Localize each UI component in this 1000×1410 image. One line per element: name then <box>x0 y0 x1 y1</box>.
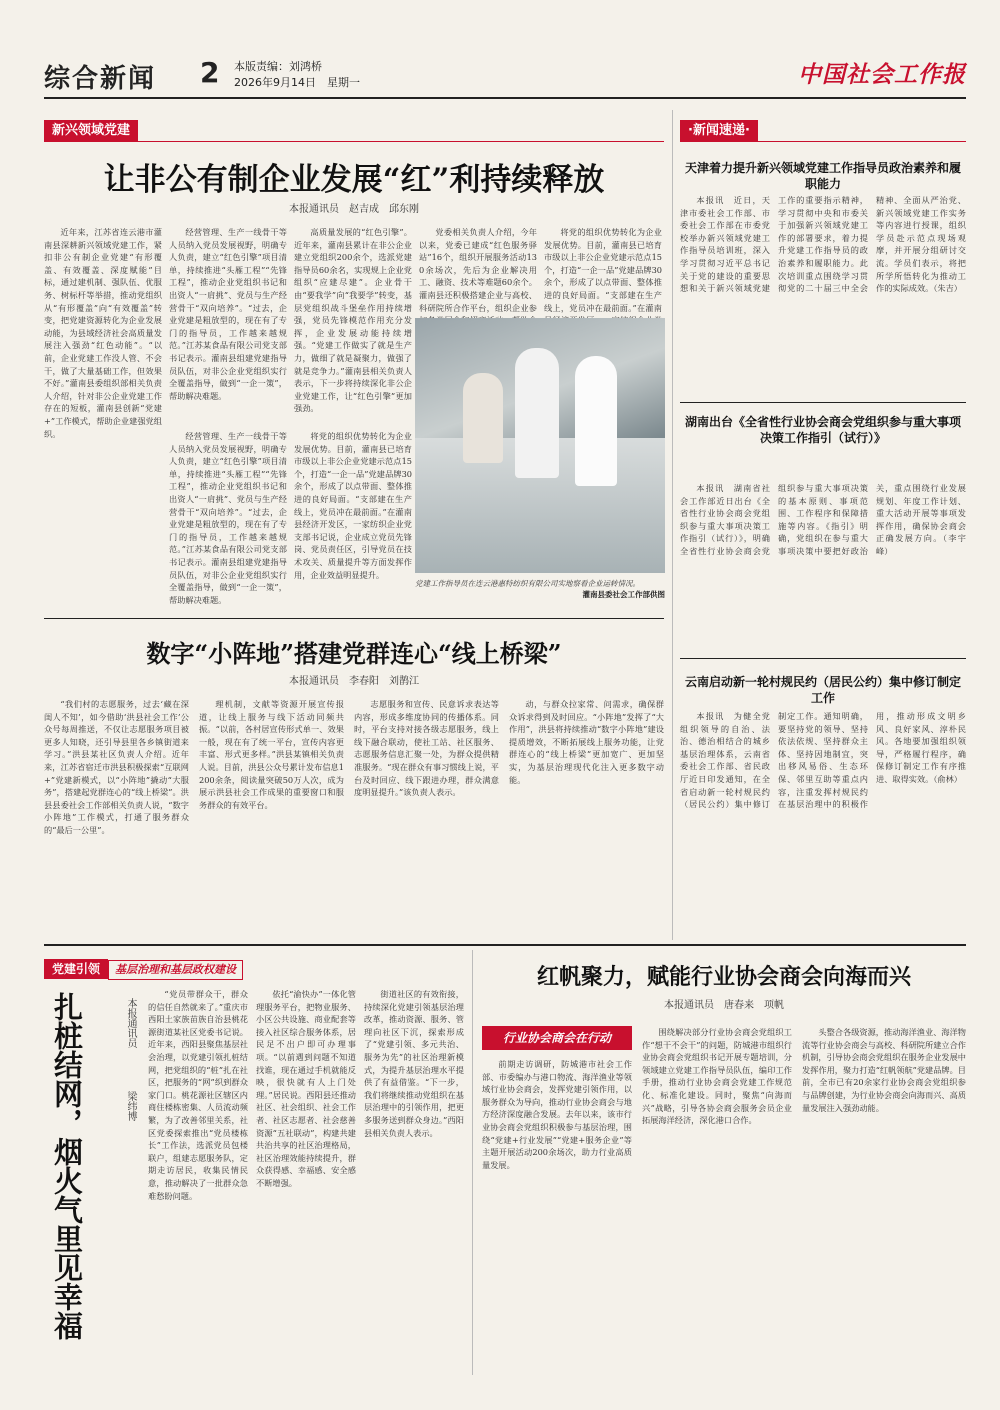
byline: 本报通讯员 唐春来 项帆 <box>664 1000 784 1011</box>
tag-secondary: 基层治理和基层政权建设 <box>108 960 243 980</box>
brief-body: 本报讯 湖南省社会工作部近日出台《全省性行业协会商会党组织参与重大事项决策工作指引（试行）》，明确全省性行业协会商会党组织参与重大事项决策的基本原则、事项范围、工作程序和保障措施等内容。《指引》明确，党组织在参与重大事项决策中要把好政治关，重点围绕行业发展规划、年度工作计划、重大活动开展等事项发挥作用，确保协会商会正确发展方向。（李宇峰） <box>680 483 966 556</box>
article-column: 党委相关负责人介绍，今年以来，党委已建成“红色服务驿站”16个，组织开展服务活动130余场次，先后为企业解决用工、融资、技术等难题60余个。灌南县还积极搭建企业与高校、科研院所合作平台，组织企业参 <box>419 227 537 313</box>
brief-body: 本报讯 近日，天津市委社会工作部、市委社会工作部在市委党校举办新兴领域党建工作指导员培训班，深入学习贯彻习近平总书记关于党的建设的重要思想和关于新兴领域党建工作的重要指示精神，学习贯彻中央和市委关于加强新兴领域党建工作的部署要求，着力提升党建工作指导员的政治素养和履职能力。此次培训重点围绕学习贯彻党的二十届三中全会精神、全面从严治党、新兴领域党建工作实务等内容进行授课，组织学员赴示范点现场观摩，并开展分组研讨交流。学员们表示，将把所学所悟转化为推动工作的实际成效。（朱吉） <box>680 195 966 294</box>
article-column: “党员带群众干，群众的信任自然就来了。”重庆市西阳土家族苗族自治县桃花源街道某社区党委书记说。近年来，西阳县聚焦基层社会治理，以党建引领扎桩结网，把党组织的“桩”扎在社区，把服务的“网”织到群众家门口。桃花源社区辖区内商住楼栋密集、人员流动频繁，为了改善邻里关系，社区党委探索推出“党员楼栋长”工作法，选派党员包楼联户，组建志愿服务队，定期走访居民，收集民情民意，推动解决了一批群众急难愁盼问题。 <box>148 989 248 1201</box>
divider <box>44 618 664 619</box>
section-divider <box>44 944 966 946</box>
briefs-rule <box>680 141 966 142</box>
byline-name: 梁纬博 <box>125 1091 136 1122</box>
brief-title: 湖南出台《全省性行业协会商会党组织参与重大事项决策工作指引（试行）》 <box>684 415 961 445</box>
article-column: 经营管理、生产一线骨干等人员纳入党员发展视野，明确专人负责，建立“红色引擎”项目清单，持续推进“头雁工程”“先锋工程”，推动企业党组织书记和出资人“一肩挑”、党员与生产经营骨干“双向培养”。“过去，企业党建是粗放型的，现在有了专门的指导员，工作越来越规范。”江苏某食品有限公司党支部书记表示。灌南县组建党建指导员队伍，对非公企业党组织实行全覆盖指导，做到“一企一策”，帮助解决难题。 <box>169 431 287 605</box>
governance-tag <box>44 958 243 978</box>
photo-caption <box>415 578 665 606</box>
masthead <box>44 54 966 94</box>
article-column: 动，与群众拉家常、问需求，确保群众诉求得到及时回应。“小阵地”发挥了“大作用”，洪县将持续推动“数字小阵地”建设提质增效，不断拓展线上服务功能，让党群连心的“线上桥梁”更加宽广、更加坚实，为基层治理现代化注入更多数字动能。 <box>509 699 664 785</box>
photo-person <box>463 373 503 463</box>
article-column: “我们村的志愿服务，过去‘藏在深闺人不知’，如今借助‘洪县社会工作’公众号每周推送，不仅让志愿服务项目被更多人知晓，还引导县里各乡镇街道来学习。”洪县某社区负责人介绍。近年来，江苏省宿迁市洪县积极探索“互联网+”党建新模式，以“小阵地”撬动“大服务”，搭建起党群连心的“线上桥梁”。洪县县委社会工作部相关负责人说，“数字小阵地”工作模式，打通了服务群众的“最后一公里”。 <box>44 699 189 835</box>
article-digital-position <box>44 622 664 942</box>
article-column: 头整合各级资源，推动海洋渔业、海洋物流等行业协会商会与高校、科研院所建立合作机制，引导协会商会党组织在服务企业发展中发挥作用，聚力打造“红帆领航”党建品牌。目前，全市已有20余家行业协会商会党组织参与品牌创建，为行业协会商会向海而兴、高质量发展注入强劲动能。 <box>802 1027 966 1113</box>
article-column: 高质量发展的“红色引擎”。近年来，灌南县累计在非公企业建立党组织200余个，选派党建指导员60余名，实现规上企业党组织“应建尽建”。企业骨干由“要我学”向“我要学”转变，基层党组织战斗堡垒作用持续增强，党员先锋模范作用充分发挥，企业发展动能持续增强。“党建工作做实了就是生产力，做细了就是凝聚力，做强了就是竞争力。”灌南县相关负责人表示，下一步将持续深化非公企业党建工作，让“红色引擎”更加强劲。 <box>294 227 412 414</box>
headline: 数字“小阵地”搭建党群连心“线上桥梁” <box>146 639 562 668</box>
column-divider <box>472 950 473 1375</box>
brief-title: 云南启动新一轮村规民约（居民公约）集中修订制定工作 <box>684 675 961 705</box>
brief-title: 天津着力提升新兴领域党建工作指导员政治素养和履职能力 <box>684 161 961 191</box>
article-column: 将党的组织优势转化为企业发展优势。目前，灌南县已培育市级以上非公企业党建示范点15个，打造“一企一品”党建品牌30余个，形成了以点带面、整体推进的良好局面。“支部建在生产线上，党员冲在最前面。”在灌南县经济开发区，一家纺织企业党支部书记说，企业成立党员先锋岗、党员责任区，引导党员在技术攻关、质量提升等方面发挥作用，企业效益明显提升。 <box>294 431 412 580</box>
byline: 本报通讯员 赵吉成 邱东刚 <box>289 204 419 215</box>
brief-body: 本报讯 为健全党组织领导的自治、法治、德治相结合的城乡基层治理体系，云南省委社会工作部、省民政厅近日印发通知，在全省启动新一轮村规民约（居民公约）集中修订制定工作。通知明确，要坚持党的领导、坚持依法依规、坚持群众主体、坚持因地制宜，突出移风易俗、生态环保、邻里互助等重点内容，注重发挥村规民约在基层治理中的积极作用，推动形成文明乡风、良好家风、淳朴民风。各地要加强组织领导，严格履行程序，确保修订制定工作有序推进、取得实效。（俞林） <box>680 711 966 810</box>
divider <box>680 402 966 403</box>
headline: 红帆聚力，赋能行业协会商会向海而兴 <box>536 964 911 990</box>
issue-date: 2026年9月14日 星期一 <box>234 76 360 89</box>
article-column: 围绕解决部分行业协会商会党组织工作“想干不会干”的问题，防城港市组织行业协会商会党组织书记开展专题培训，分领域建立党建工作指导员队伍，编印工作手册，推动行业协会商会党建工作规范化、标准化建设。同时，聚焦“向海而兴”战略，引导各协会商会服务会员企业拓展海洋经济，深化港口合作。 <box>642 1027 792 1126</box>
article-column: 街道社区的有效衔接，持续深化党建引领基层治理改革，推动资源、服务、管理向社区下沉，探索形成了“党建引领、多元共治、服务为先”的社区治理新模式，为提升基层治理水平提供了有益借鉴。“下一步，我们将继续推动党组织在基层治理中的引领作用，把更多服务送到群众身边。”西阳县相关负责人表示。 <box>364 989 464 1138</box>
masthead-rule <box>44 97 966 99</box>
photo-person <box>575 356 617 486</box>
vertical-headline: 扎桩结网，烟火气里见幸福 <box>50 992 84 1340</box>
article-column: 理机制，文献等资源开展宣传报道，让线上服务与线下活动同频共振。“以前，各村居宣传形式单一、效果一般，现在有了统一平台，宣传内容更丰富、形式更多样。”洪县某镇相关负责人说。目前，洪县公众号累计发布信息1200余条，阅读量突破50万人次，成为展示洪县社会工作成果的重要窗口和服务群众的有效平台。 <box>199 699 344 810</box>
section-name: 综合新闻 <box>44 64 157 94</box>
headline: 让非公有制企业发展“红”利持续释放 <box>103 162 605 198</box>
news-photo <box>415 318 665 573</box>
tag-rule <box>44 141 664 142</box>
photo-credit: 灌南县委社会工作部供图 <box>582 590 665 599</box>
column-divider <box>672 110 673 940</box>
tag-primary: 党建引领 <box>44 959 108 979</box>
caption-text: 党建工作指导员在连云港惠特纺织有限公司实地察看企业运转情况。 <box>415 579 640 588</box>
briefs-tag: ·新闻速递· <box>680 120 758 142</box>
divider <box>680 658 966 659</box>
byline-label: 本报通讯员 <box>125 998 136 1048</box>
article-column: 将党的组织优势转化为企业发展优势。目前，灌南县已培育市级以上非公企业党建示范点15个，打造“一企一品”党建品牌30余个，形成了以点带面、整体推进的良好局面。“支部建在生产线上，党员冲在最前面。”在灌南 <box>544 227 662 313</box>
article-column: 志愿服务和宣传、民意诉求表达等内容，形成多维度协同的传播体系。同时，平台支持对接各级志愿服务，线上线下融合联动，使社工站、社区服务、志愿服务信息汇聚一处，为群众提供精准服务。“现在群众有事习惯线上说，平台及时回应、线下跟进办理，群众满意度明显提升。”该负责人表示。 <box>354 699 499 798</box>
article-column: 近年来，江苏省连云港市灌南县深耕新兴领域党建工作，紧扣非公有制企业党建“有形覆盖、有效覆盖、深度赋能”目标，通过建机制、强队伍、优服务、树标杆等举措，推动党组织从“有形覆盖”向“有效覆盖”转变，把党建资源转化为企业发展动能，为县域经济社会高质量发展注入强劲“红色动能”。“以前，企业党建工作没人管、不会干，做了大量基础工作，但效果不好。”灌南县委组织部相关负责人介绍，针对非公企业党建工作存在的短板，灌南县创新“党建+”工作模式，帮助企业建强党组织。 <box>44 227 162 439</box>
vertical-byline <box>120 998 138 1121</box>
column-tag: 新兴领域党建 <box>44 120 138 142</box>
news-briefs <box>680 110 966 940</box>
article-trade-associations <box>482 948 966 1378</box>
column-banner: 行业协会商会在行动 <box>482 1026 632 1050</box>
byline: 本报通讯员 李春阳 刘鹊江 <box>289 676 419 687</box>
article-column: 前期走访调研，防城港市社会工作部、市委编办与港口物流、海洋渔业等领域行业协会商会，发挥党建引领作用，以服务群众为导向，推动行业协会商会与地方经济深度融合发展。去年以来，该市行业协会商会党组织积极参与基层治理，围绕“党建+行业发展”“党建+服务企业”等主题开展活动200余场次，助力行业高质量发展。 <box>482 1059 632 1170</box>
newspaper-logo: 中国社会工作报 <box>798 61 966 88</box>
article-column: 依托“渝快办”一体化管理服务平台，把物业服务、小区公共设施、商业配套等接入社区综合服务体系，居民足不出户即可办理事项。“以前遇到问题不知道找谁，现在通过手机就能反映，很快就有人上门处理。”居民说。西阳县还推动社区、社会组织、社会工作者、社区志愿者、社会慈善资源“五社联动”，构建共建共治共享的社区治理格局，社区治理效能持续提升，群众获得感、幸福感、安全感不断增强。 <box>256 989 356 1188</box>
article-column: 经营管理、生产一线骨干等人员纳入党员发展视野，明确专人负责，建立“红色引擎”项目清单，持续推进“头雁工程”“先锋工程”，推动企业党组织书记和出资人“一肩挑”、党员与生产经营骨干“双向培养”。“过去，企业党建是粗放型的，现在有了专门的指导员，工作越来越规范。”江苏某食品有限公司党支部书记表示。灌南县组建党建指导员队伍，对非公企业党组织实行全覆盖指导，做到“一企一策”，帮助解决难题。 <box>169 227 287 401</box>
photo-person <box>515 348 559 478</box>
page-number: 2 <box>200 56 220 89</box>
page-editor: 本版责编：刘鸿桥 <box>234 60 322 73</box>
article-grassroots <box>44 948 464 1378</box>
